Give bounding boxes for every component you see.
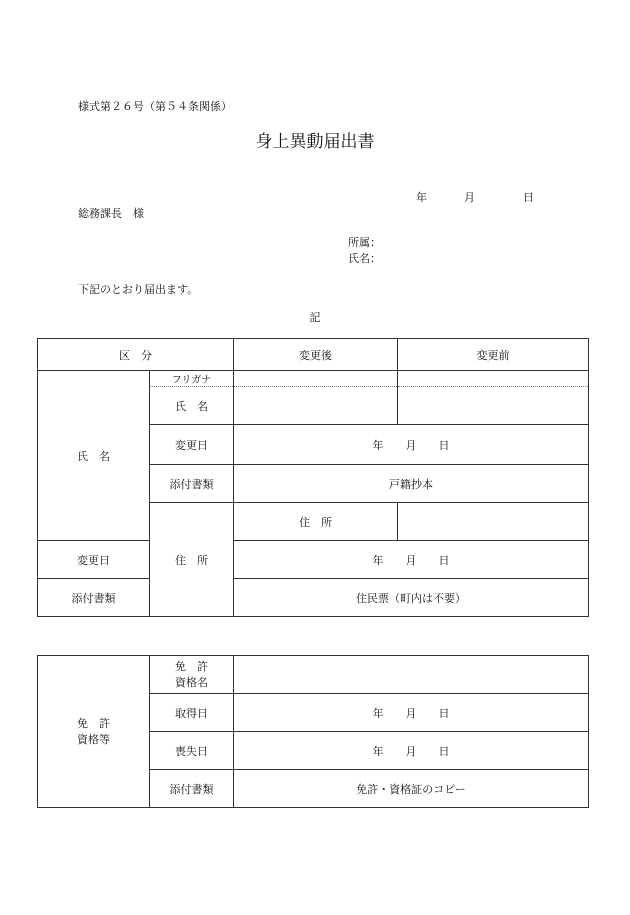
header-after-change: 変更後 xyxy=(234,339,398,371)
license-attachments-label: 添付書類 xyxy=(150,770,234,808)
address-attachments-label: 添付書類 xyxy=(38,579,150,617)
name-field-label: 氏 名 xyxy=(150,387,234,425)
address-attachments-value: 住民票（町内は不要） xyxy=(234,579,589,617)
notice-text: 下記のとおり届出ます。 xyxy=(78,283,199,296)
address-change-date-value[interactable]: 年 月 日 xyxy=(234,541,589,579)
license-attachments-value: 免許・資格証のコピー xyxy=(234,770,589,808)
form-number: 様式第２６号（第５４条関係） xyxy=(78,100,232,113)
header-before-change: 変更前 xyxy=(398,339,589,371)
lost-date-value[interactable]: 年 月 日 xyxy=(234,732,589,770)
license-name-label xyxy=(150,656,234,694)
acquired-date-value[interactable]: 年 月 日 xyxy=(234,694,589,732)
address-section-label: 住 所 xyxy=(150,503,234,617)
address-change-date-label: 変更日 xyxy=(38,541,150,579)
change-table xyxy=(37,338,589,617)
furigana-after-cell[interactable] xyxy=(234,371,398,387)
name-attachments-value: 戸籍抄本 xyxy=(234,465,589,503)
name-attachments-label: 添付書類 xyxy=(150,465,234,503)
date-day-label: 日 xyxy=(523,191,534,204)
name-change-date-label: 変更日 xyxy=(150,425,234,465)
name-after-cell[interactable] xyxy=(234,387,398,425)
address-field-label: 住 所 xyxy=(234,503,398,541)
license-name-label-line1: 免 許 xyxy=(175,659,208,673)
furigana-before-cell[interactable] xyxy=(398,371,589,387)
ki-heading: 記 xyxy=(309,311,321,324)
furigana-label: フリガナ xyxy=(150,371,234,387)
page-title: 身上異動届出書 xyxy=(255,132,375,152)
acquired-date-label: 取得日 xyxy=(150,694,234,732)
license-name-label-line2: 資格名 xyxy=(175,675,208,689)
date-month-label: 月 xyxy=(464,191,475,204)
license-table xyxy=(37,655,589,808)
name-before-cell[interactable] xyxy=(398,387,589,425)
license-section-label-line2: 資格等 xyxy=(77,732,110,746)
name-section-label: 氏 名 xyxy=(38,371,150,541)
addressee: 総務課長 様 xyxy=(78,207,144,220)
address-after-cell[interactable] xyxy=(398,503,589,541)
lost-date-label: 喪失日 xyxy=(150,732,234,770)
date-year-label: 年 xyxy=(416,191,427,204)
license-section-label xyxy=(38,656,150,808)
affiliation-label: 所属： xyxy=(348,236,381,249)
license-section-label-line1: 免 許 xyxy=(77,716,110,730)
header-category: 区 分 xyxy=(38,339,234,371)
name-label: 氏名： xyxy=(348,252,381,265)
license-name-value[interactable] xyxy=(234,656,589,694)
name-change-date-value[interactable]: 年 月 日 xyxy=(234,425,589,465)
